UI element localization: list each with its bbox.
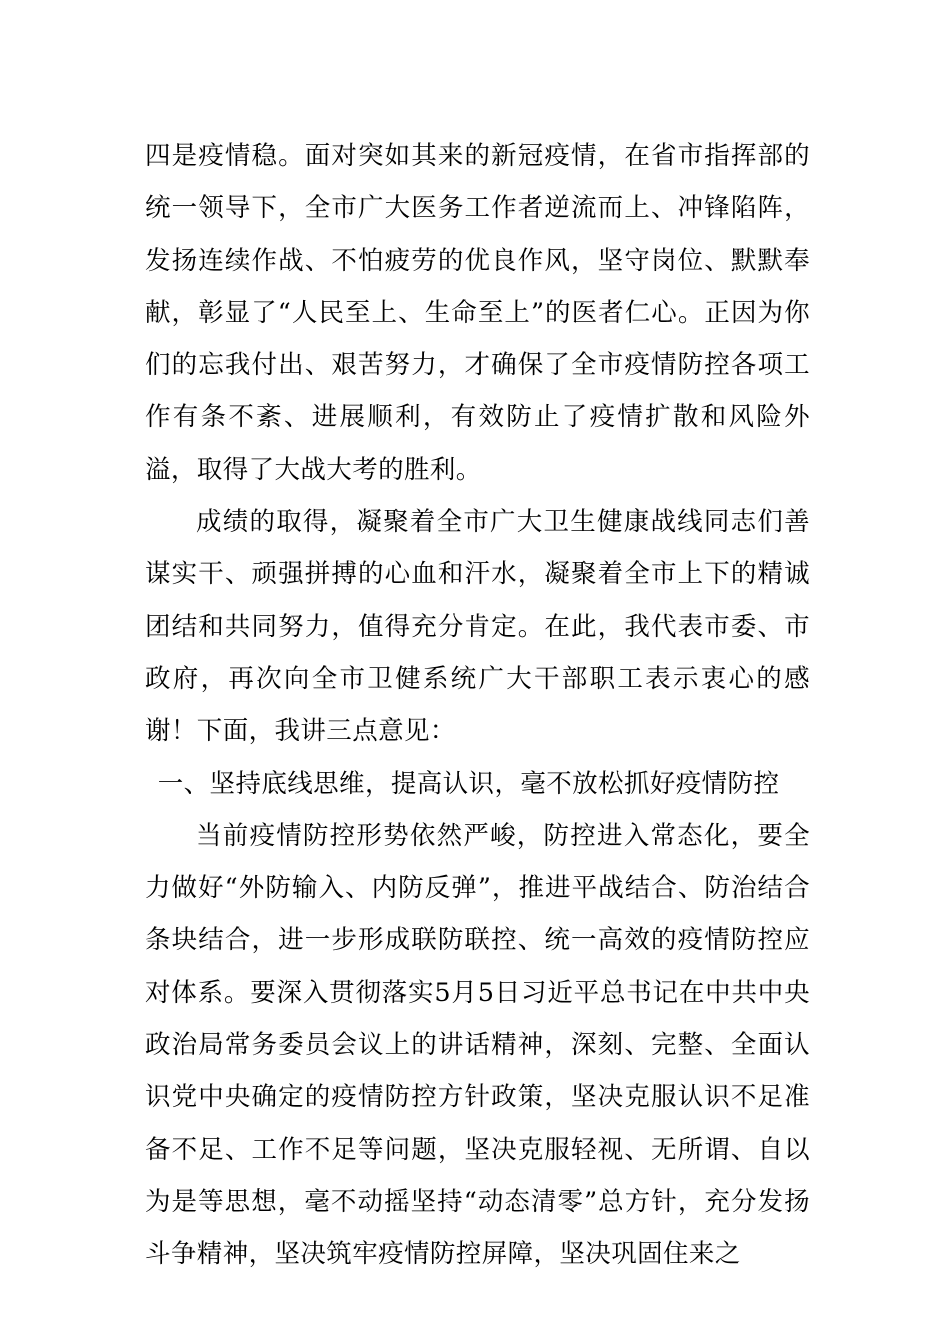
paragraph-achievements-thanks: 成绩的取得，凝聚着全市广大卫生健康战线同志们善谋实干、顽强拼搏的心血和汗水，凝聚着全市上下的精诚团结和共同努力，值得充分肯定。在此，我代表市委、市政府，再次向全市卫健系统广大干部职工表示衷心的感谢！下面，我讲三点意见： <box>145 507 810 747</box>
document-body <box>145 130 810 1281</box>
section-heading-1: 一、坚持底线思维，提高认识，毫不放松抓好疫情防控 <box>157 768 780 799</box>
paragraph-epidemic-stable: 四是疫情稳。面对突如其来的新冠疫情，在省市指挥部的统一领导下，全市广大医务工作者逆流而上、冲锋陷阵，发扬连续作战、不怕疲劳的优良作风，坚守岗位、默默奉献，彰显了“人民至上、生命至上”的医者仁心。正因为你们的忘我付出、艰苦努力，才确保了全市疫情防控各项工作有条不紊、进展顺利，有效防止了疫情扩散和风险外溢，取得了大战大考的胜利。 <box>145 141 810 485</box>
paragraph-epidemic-control: 当前疫情防控形势依然严峻，防控进入常态化，要全力做好“外防输入、内防反弹”，推进平战结合、防治结合条块结合，进一步形成联防联控、统一高效的疫情防控应对体系。要深入贯彻落实5月5日习近平总书记在中共中央政治局常务委员会议上的讲话精神，深刻、完整、全面认识党中央确定的疫情防控方针政策，坚决克服认识不足准备不足、工作不足等问题，坚决克服轻视、无所谓、自以为是等思想，毫不动摇坚持“动态清零”总方针，充分发扬斗争精神，坚决筑牢疫情防控屏障，坚决巩固住来之 <box>145 820 810 1270</box>
